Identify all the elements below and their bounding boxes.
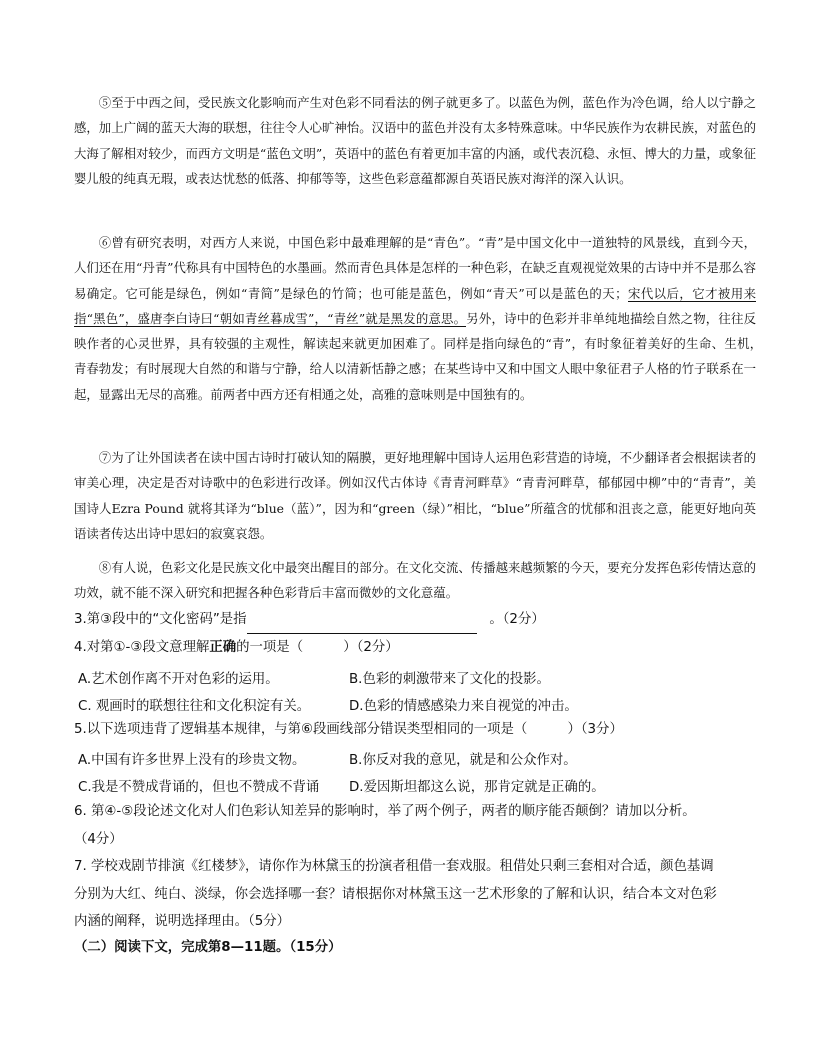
section-2-title: （二）阅读下文，完成第8—11题。（15分） — [74, 940, 342, 955]
paragraph-7-text: ⑦为了让外国读者在读中国古诗时打破认知的隔膜，更好地理解中国诗人运用色彩营造的诗境，不少翻译者会根据读者的审美心理，决定是否对诗歌中的色彩进行改译。例如汉代古体诗《青青河畔草》“青青河畔草，郁郁园中柳”中的“青青”，美国诗人Ezra Pound 就将其译为“blue（蓝）”，因为和“green（绿）”相比，“blue”所蕴含的忧郁和沮丧之意，能更好地向英语读者传达出诗中思妇的寂寞哀怨。 — [74, 450, 756, 541]
paragraph-8-text: ⑧有人说，色彩文化是民族文化中最突出醒目的部分。在文化交流、传播越来越频繁的今天，要充分发挥色彩传情达意的功效，就不能不深入研究和把握各种色彩背后丰富而微妙的文化意蕴。 — [74, 560, 756, 601]
question-4-prompt-b: 的一项是（ ）（2分） — [236, 640, 399, 655]
q4-option-d: D.色彩的情感感染力来自视觉的冲击。 — [349, 699, 578, 714]
question-4-prompt-a: 4.对第①-③段文意理解 — [74, 640, 210, 655]
q5-option-b: B.你反对我的意见，就是和公众作对。 — [349, 753, 577, 768]
q5-option-a: A.中国有许多世界上没有的珍贵文物。 — [78, 753, 306, 768]
q4-option-a: A.艺术创作离不开对色彩的运用。 — [78, 672, 279, 687]
question-7-line-2: 分别为大红、纯白、淡绿，你会选择哪一套？请根据你对林黛玉这一艺术形象的了解和认识，结合本文对色彩 — [74, 886, 717, 902]
question-3-prompt: 3.第③段中的“文化密码”是指 — [74, 612, 247, 627]
question-6-line-1: 6. 第④-⑤段论述文化对人们色彩认知差异的影响时，举了两个例子，两者的顺序能否颠倒？请加以分析。 — [74, 804, 696, 819]
q4-option-c: C. 观画时的联想往往和文化积淀有关。 — [78, 699, 311, 714]
question-5 — [74, 716, 756, 744]
question-5-prompt: 5.以下选项违背了逻辑基本规律，与第⑥段画线部分错误类型相同的一项是（ ）（3分） — [74, 722, 623, 737]
paragraph-8 — [74, 555, 756, 606]
question-7 — [74, 853, 756, 936]
paragraph-6-text-a: ⑥曾有研究表明，对西方人来说，中国色彩中最难理解的是“青色”。“青”是中国文化中一道独特的风景线，直到今天，人们还在用“丹青”代称具有中国特色的水墨画。然而青色具体是怎样的一种色彩，在缺乏直观视觉效果的古诗中并不是那么容易确定。它可能是绿色，例如“青简”是绿色的竹简；也可能是蓝色，例如“青天”可以是蓝色的天； — [74, 235, 756, 301]
answer-blank[interactable] — [247, 617, 477, 634]
question-4 — [74, 634, 756, 662]
underlined-sentence: 宋代以后，它才被用来指“黑色”，盛唐李白诗曰“朝如青丝暮成雪”，“青丝”就是黑发的意思。 — [74, 285, 757, 326]
paragraph-5-text: ⑤至于中西之间，受民族文化影响而产生对色彩不同看法的例子就更多了。以蓝色为例，蓝色作为冷色调，给人以宁静之感，加上广阔的蓝天大海的联想，往往令人心旷神怡。汉语中的蓝色并没有太多特殊意味。中华民族作为农耕民族，对蓝色的大海了解相对较少，而西方文明是“蓝色文明”，英语中的蓝色有着更加丰富的内涵，或代表沉稳、永恒、博大的力量，或象征婴儿般的纯真无瑕，或表达忧愁的低落、抑郁等等，这些色彩意蕴都源自英语民族对海洋的深入认识。 — [74, 95, 756, 186]
question-7-line-1: 7. 学校戏剧节排演《红楼梦》，请你作为林黛玉的扮演者租借一套戏服。租借处只剩三套相对合适，颜色基调 — [74, 859, 714, 874]
question-4-emphasis: 正确 — [209, 640, 237, 655]
question-7-line-3: 内涵的阐释，说明选择理由。（5分） — [74, 914, 291, 929]
paragraph-7 — [74, 445, 756, 546]
question-6 — [74, 798, 756, 853]
paragraph-6 — [74, 230, 769, 407]
paragraph-5 — [74, 90, 756, 191]
q4-option-b: B.色彩的刺激带来了文化的投影。 — [349, 672, 550, 687]
question-3 — [74, 606, 756, 634]
q5-option-c: C.我是不赞成背诵的，但也不赞成不背诵 — [78, 780, 320, 795]
paragraph-6-text-b: 另外，诗中的色彩并非单纯地描绘自然之物，往往反映作者的心灵世界，具有较强的主观性，解读起来就更加困难了。同样是指向绿色的“青”，有时象征着美好的生命、生机， 青春勃发；有时展现大自然的和谐与宁静，给人以清新恬静之感；在某些诗中又和中国文人眼中象征君子人格的竹子联系在一起，显露出无尽的高雅。前两者中西方还有相通之处，高雅的意味则是中国独有的。 — [74, 310, 769, 402]
section-2-heading — [74, 934, 756, 962]
question-3-points: 。（2分） — [489, 612, 545, 627]
q5-option-d: D.爱因斯坦都这么说，那肯定就是正确的。 — [349, 780, 605, 795]
question-6-line-2: （4分） — [74, 831, 123, 847]
